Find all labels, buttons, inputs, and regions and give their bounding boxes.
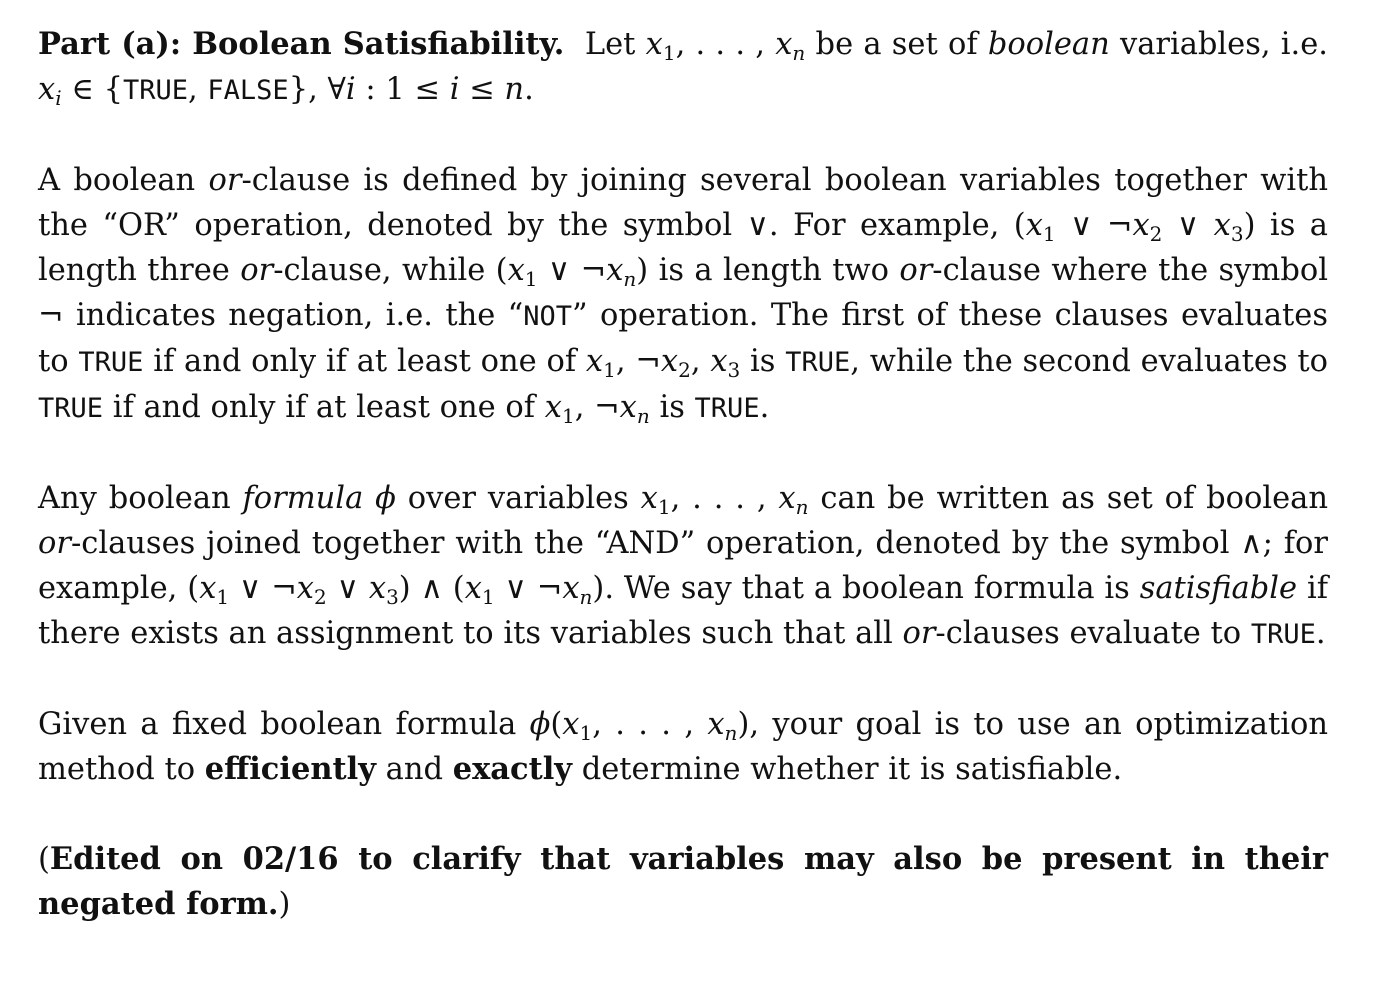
math-var: i — [449, 72, 460, 107]
math-var: x — [296, 571, 314, 606]
text: variables, i.e. — [1109, 27, 1329, 62]
math-sub: n — [724, 721, 738, 745]
text: ∨ ¬ — [229, 571, 297, 606]
paragraph-formula — [38, 476, 1328, 657]
text: if and only if at least one of — [103, 390, 545, 425]
math-sub: n — [636, 404, 650, 428]
math-var: x — [1132, 208, 1150, 243]
text: ∨ ¬ — [494, 571, 563, 606]
code-true: TRUE — [1250, 619, 1316, 650]
text: ≤ — [459, 72, 505, 107]
text: -clauses evaluate to — [935, 616, 1251, 651]
text: ∨ ¬ — [1055, 208, 1133, 243]
text: ) — [278, 887, 291, 922]
code-true: TRUE — [785, 347, 851, 378]
emphasis: or — [240, 253, 274, 288]
math-var: x — [707, 707, 725, 742]
document-page — [38, 22, 1328, 927]
code-true: TRUE — [694, 393, 760, 424]
math-var: x — [775, 27, 793, 62]
text: -clause is defined by joining several boolean variables together with the “OR” operation, denoted by the symbol ∨. For example, ( — [38, 163, 1328, 243]
text: ∨ — [326, 571, 369, 606]
math-var: x — [38, 72, 56, 107]
math-dots: , . . . , — [675, 27, 776, 62]
text: ∈ { — [61, 72, 123, 107]
text: ) is a length two — [636, 253, 900, 288]
text: : 1 ≤ — [355, 72, 450, 107]
math-var: x — [562, 571, 580, 606]
math-sub: 1 — [216, 585, 230, 609]
math-var: x — [606, 253, 624, 288]
paragraph-part-a-intro — [38, 22, 1328, 113]
math-sub: 3 — [1230, 222, 1244, 246]
math-phi: ϕ — [375, 481, 396, 516]
text: ( — [38, 842, 50, 877]
math-sub: n — [792, 41, 806, 65]
math-var: x — [1025, 208, 1043, 243]
emphasis: formula — [242, 481, 364, 516]
math-var: x — [368, 571, 387, 606]
math-var: x — [199, 571, 217, 606]
math-phi: ϕ — [529, 707, 551, 742]
math-var: x — [645, 27, 663, 62]
text: . — [524, 72, 534, 107]
math-var: n — [504, 72, 525, 107]
edit-note: Edited on 02/16 to clarify that variables may also be present in their negated form. — [38, 841, 1328, 922]
math-var: x — [660, 344, 679, 379]
math-var: x — [464, 571, 482, 606]
text: , — [574, 390, 595, 425]
text: , — [690, 344, 711, 379]
text: . — [1315, 616, 1326, 651]
text: determine whether it is satisfiable. — [572, 752, 1123, 787]
math-sub: 1 — [1042, 222, 1056, 246]
text: ∨ — [1162, 208, 1214, 243]
math-sub: i — [55, 86, 62, 110]
emphasis: satisfiable — [1139, 571, 1298, 606]
code-true: TRUE — [122, 75, 189, 106]
math-sub: 3 — [386, 585, 399, 609]
bold-efficiently: efficiently — [204, 751, 376, 787]
text: is — [649, 390, 695, 425]
text: ∨ ¬ — [537, 253, 607, 288]
math-var: x — [585, 344, 604, 379]
text: , while the second evaluates to — [850, 344, 1329, 379]
math-sub: 2 — [678, 358, 691, 382]
math-sub: 2 — [314, 585, 327, 609]
math-sub: 1 — [579, 721, 593, 745]
text: -clause, while ( — [273, 253, 508, 288]
emphasis: or — [208, 163, 242, 198]
code-false: FALSE — [207, 75, 289, 106]
math-var: x — [778, 481, 796, 516]
math-sub: n — [795, 495, 809, 519]
code-true: TRUE — [38, 393, 104, 424]
math-sub: 1 — [657, 495, 671, 519]
math-sub: 2 — [1149, 222, 1163, 246]
paragraph-or-clause — [38, 158, 1328, 431]
math-neg: ¬ — [594, 390, 620, 425]
math-sub: 1 — [561, 404, 575, 428]
text: A boolean — [38, 163, 209, 198]
math-sub: 1 — [524, 267, 538, 291]
text: if and only if at least one of — [143, 344, 586, 379]
text: ) is a length three — [38, 208, 1328, 288]
bold-exactly: exactly — [452, 751, 573, 787]
text: }, ∀ — [288, 72, 346, 107]
math-dots: , . . . , — [592, 707, 708, 742]
text: and — [375, 752, 453, 787]
math-var: x — [710, 344, 728, 379]
text: Given a fixed boolean formula — [38, 707, 530, 742]
emphasis: or — [38, 526, 71, 561]
text: ” operation. The first of these clauses evaluates to — [38, 298, 1328, 379]
math-var: x — [507, 253, 525, 288]
text: . — [759, 390, 770, 425]
code-not: NOT — [523, 301, 573, 332]
paragraph-edit-note — [38, 837, 1328, 927]
text: if there exists an assignment to its variables such that all — [38, 571, 1328, 651]
text: is — [740, 344, 786, 379]
section-heading: Part (a): Boolean Satisfiability. — [38, 26, 565, 62]
text: Any boolean — [38, 481, 243, 516]
math-sub: 1 — [603, 358, 616, 382]
math-var: x — [640, 481, 658, 516]
emphasis: boolean — [987, 27, 1110, 62]
math-var: x — [619, 390, 637, 425]
text: , — [615, 344, 636, 379]
emphasis: or — [902, 616, 936, 651]
math-var: x — [544, 390, 562, 425]
math-var: i — [345, 72, 356, 107]
text: ). We say that a boolean formula is — [592, 571, 1140, 606]
emphasis: or — [899, 253, 933, 288]
math-sub: 1 — [662, 41, 676, 65]
text: ) ∧ ( — [398, 571, 465, 606]
math-sub: n — [623, 267, 637, 291]
text: -clause where the symbol ¬ indicates negation, i.e. the “ — [38, 253, 1328, 333]
text: , — [188, 72, 208, 107]
math-var: x — [562, 707, 580, 742]
math-neg: ¬ — [635, 344, 661, 379]
text: Let — [584, 27, 646, 62]
text: ), your goal is to use an optimization method to — [38, 707, 1328, 787]
math-sub: 3 — [727, 358, 741, 382]
text: -clauses joined together with the “AND” operation, denoted by the symbol ∧; for example, ( — [38, 526, 1328, 606]
code-true: TRUE — [78, 347, 144, 378]
math-sub: n — [579, 585, 593, 609]
text: be a set of — [805, 27, 988, 62]
math-var: x — [1213, 208, 1231, 243]
paragraph-goal: Given a fixed boolean formula $\phi(x_1$, . . . , $x_n$), your goal is to use an optimization method to efficiently and exactly determine whether it is satisfiable. — [38, 707, 1328, 787]
math-sub: 1 — [481, 585, 495, 609]
text: can be written as set of boolean — [808, 481, 1329, 516]
text: over variables — [395, 481, 641, 516]
math-dots: , . . . , — [670, 481, 779, 516]
